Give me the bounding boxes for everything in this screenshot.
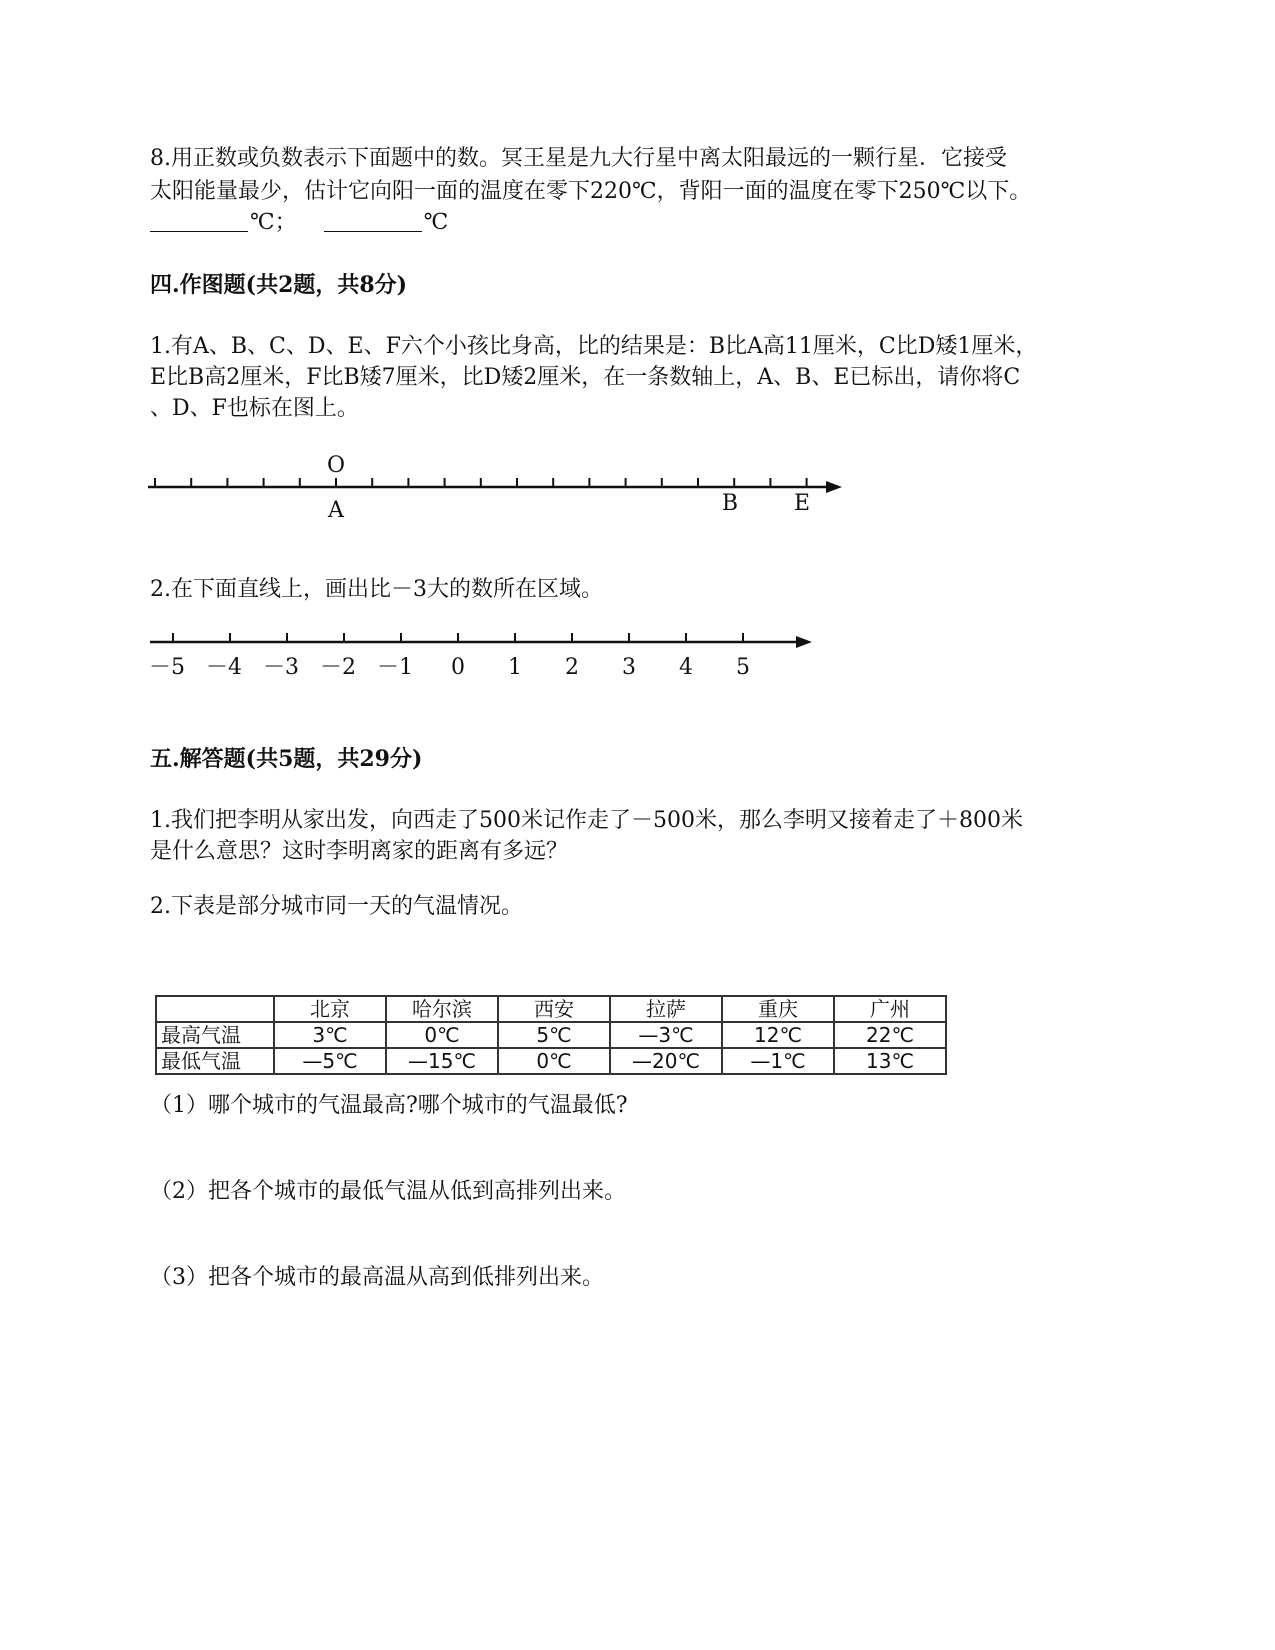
city-header: 北京 xyxy=(274,996,386,1022)
answer-blank-2[interactable] xyxy=(324,209,422,232)
tick-label: －3 xyxy=(263,655,299,680)
city-header: 哈尔滨 xyxy=(386,996,498,1022)
section-4-title: 四.作图题(共2题，共8分) xyxy=(150,272,408,298)
table-cell: —3℃ xyxy=(610,1022,722,1048)
tick-label: 3 xyxy=(622,655,636,680)
arrow-icon xyxy=(826,481,842,493)
city-header: 西安 xyxy=(498,996,610,1022)
section-5-title: 五.解答题(共5题，共29分) xyxy=(150,746,423,772)
answer-unit-2: ℃ xyxy=(423,210,449,235)
row-header: 最高气温 xyxy=(156,1022,274,1048)
table-header-row xyxy=(156,996,946,1022)
s5-q1-line1: 1.我们把李明从家出发，向西走了500米记作走了－500米，那么李明又接着走了＋800米 xyxy=(150,808,1023,833)
s5-q2-sub1: （1）哪个城市的气温最高?哪个城市的气温最低? xyxy=(150,1093,628,1118)
table-cell: 0℃ xyxy=(498,1048,610,1074)
s5-q2-text: 2.下表是部分城市同一天的气温情况。 xyxy=(150,894,523,919)
s4-q2-text: 2.在下面直线上，画出比－3大的数所在区域。 xyxy=(150,577,603,602)
table-cell: 12℃ xyxy=(722,1022,834,1048)
tick-label: 1 xyxy=(508,655,522,680)
tick-label: －1 xyxy=(377,655,413,680)
point-label-e: E xyxy=(793,491,811,516)
table-cell: 5℃ xyxy=(498,1022,610,1048)
number-line-1 xyxy=(0,440,900,530)
number-line-2 xyxy=(0,620,900,690)
tick-label: －5 xyxy=(149,655,185,680)
table-cell: —15℃ xyxy=(386,1048,498,1074)
table-cell: 3℃ xyxy=(274,1022,386,1048)
table-cell: 13℃ xyxy=(834,1048,946,1074)
table-corner-cell xyxy=(156,996,274,1022)
point-label-a: A xyxy=(328,498,344,523)
answer-unit-1: ℃； xyxy=(250,210,297,235)
tick-label: －4 xyxy=(206,655,242,680)
tick-label: 0 xyxy=(451,655,465,680)
s4-q1-line1: 1.有A、B、C、D、E、F六个小孩比身高，比的结果是：B比A高11厘米，C比D矮1厘米， xyxy=(150,334,1038,359)
table-cell: —20℃ xyxy=(610,1048,722,1074)
q8-line2: 太阳能量最少，估计它向阳一面的温度在零下220℃，背阳一面的温度在零下250℃以下。 xyxy=(150,179,1032,204)
q8-line1: 8.用正数或负数表示下面题中的数。冥王星是九大行星中离太阳最远的一颗行星．它接受 xyxy=(150,146,1007,171)
s4-q1-line2: E比B高2厘米，F比B矮7厘米，比D矮2厘米，在一条数轴上，A、B、E已标出，请你将C xyxy=(150,365,1021,390)
city-header: 拉萨 xyxy=(610,996,722,1022)
s5-q2-sub3: （3）把各个城市的最高温从高到低排列出来。 xyxy=(150,1265,604,1290)
city-header: 重庆 xyxy=(722,996,834,1022)
s5-q1-line2: 是什么意思？这时李明离家的距离有多远？ xyxy=(150,839,569,864)
tick-label: 5 xyxy=(736,655,750,680)
temperature-table xyxy=(155,995,947,1075)
table-cell: —1℃ xyxy=(722,1048,834,1074)
tick-label: －2 xyxy=(320,655,356,680)
table-row xyxy=(156,1048,946,1074)
origin-label: O xyxy=(326,453,346,478)
row-header: 最低气温 xyxy=(156,1048,274,1074)
s5-q2-sub2: （2）把各个城市的最低气温从低到高排列出来。 xyxy=(150,1179,626,1204)
table-cell: 22℃ xyxy=(834,1022,946,1048)
point-label-b: B xyxy=(721,491,739,516)
s4-q1-line3: 、D、F也标在图上。 xyxy=(150,396,359,421)
table-cell: 0℃ xyxy=(386,1022,498,1048)
table-cell: —5℃ xyxy=(274,1048,386,1074)
tick-label: 2 xyxy=(565,655,579,680)
answer-blank-1[interactable] xyxy=(150,209,248,232)
tick-label: 4 xyxy=(679,655,693,680)
q8-answer-line xyxy=(150,206,1125,239)
table-row xyxy=(156,1022,946,1048)
city-header: 广州 xyxy=(834,996,946,1022)
arrow-icon xyxy=(796,636,812,648)
